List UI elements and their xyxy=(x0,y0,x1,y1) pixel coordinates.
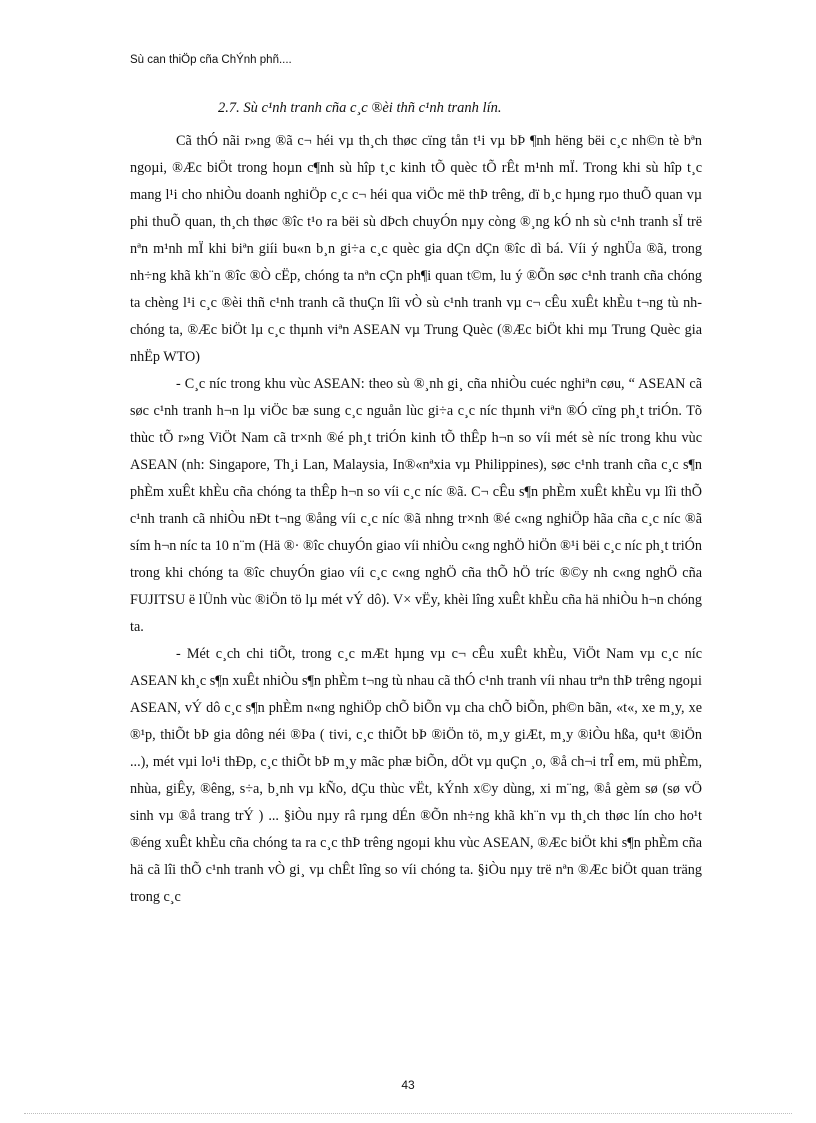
running-header: Sù can thiÖp cña ChÝnh phñ.... xyxy=(130,54,292,66)
paragraph-asean-competition: - C¸c níc trong khu vùc ASEAN: theo sù ®¸nh gi¸ cña nhiÒu cuéc nghiªn cøu, “ ASEAN cã søc c¹nh tranh h¬n lµ viÖc bæ sung c¸c nguån lùc gi÷a c¸c níc thµnh viªn ®Ó cïng ph¸t triÓn. Tõ thùc tÕ r»ng ViÖt Nam cã tr×nh ®é ph¸t triÓn kinh tÕ thÊp h¬n so víi mét sè níc trong khu vùc ASEAN (nh: Singapore, Th¸i Lan, Malaysia, In®«nªxia vµ Philippines), søc c¹nh tranh cña c¸c s¶n phÈm xuÊt khÈu cña chóng ta thÊp h¬n so víi c¸c níc ®ã. C¬ cÊu s¶n phÈm xuÊt khÈu vµ lîi thÕ c¹nh tranh cã nhiÒu nÐt t¬ng ®ång víi c¸c níc ®ã nhng tr×nh ®é c«ng nghiÖp hãa cña c¸c níc ®ã sím h¬n níc ta 10 n¨m (Hä ®· ®îc chuyÓn giao víi nhiÒu c«ng nghÖ hiÖn ®¹i bëi c¸c níc ph¸t triÓn trong khi chóng ta ®îc chuyÓn giao víi c¸c c«ng nghÖ cña thÕ hÖ tríc ®©y nh c«ng nghÖ cña FUJITSU ë lÜnh vùc ®iÖn tö lµ mét vÝ dô). V× vËy, khèi lîng xuÊt khÈu cña hä nhiÒu h¬n chóng ta. xyxy=(130,376,702,635)
page-bottom-divider xyxy=(24,1113,792,1114)
paragraph-intro: Cã thÓ nãi r»ng ®ã c¬ héi vµ th¸ch thøc cïng tån t¹i vµ bÞ ¶nh hëng bëi c¸c nh©n tè bªn ngoµi, ®Æc biÖt trong hoµn c¶nh sù hîp t¸c kinh tÕ quèc tÕ rÊt m¹nh mÏ. Trong khi sù hîp t¸c mang l¹i cho nhiÒu doanh nghiÖp c¸c c¬ héi qua viÖc më thÞ trêng, dï b¸c hµng rµo thuÕ quan vµ phi thuÕ quan, th¸ch thøc ®îc t¹o ra bëi sù dÞch chuyÓn nµy còng ®¸ng kÓ nh sù c¹nh tranh sÏ trë nªn m¹nh mÏ khi biªn giíi bu«n b¸n gi÷a c¸c quèc gia dÇn dÇn ®îc dì bá. Víi ý nghÜa ®ã, trong nh÷ng khã kh¨n ®îc ®Ò cËp, chóng ta nªn cÇn ph¶i quan t©m, lu ý ®Õn søc c¹nh tranh cña chóng ta chèng l¹i c¸c ®èi thñ c¹nh tranh cã thuÇn lîi vÒ sù c¹nh tranh vµ c¬ cÊu xuÊt khÈu t¬ng tù nh chóng ta, ®Æc biÖt lµ c¸c thµnh viªn ASEAN vµ Trung Quèc (®Æc biÖt khi mµ Trung Quèc gia nhËp WTO) xyxy=(130,133,702,365)
body-text xyxy=(130,128,702,911)
section-title: 2.7. Sù c¹nh tranh cña c¸c ®èi thñ c¹nh tranh lín. xyxy=(218,100,502,116)
page-number: 43 xyxy=(401,1078,415,1092)
paragraph-product-details: - Mét c¸ch chi tiÕt, trong c¸c mÆt hµng vµ c¬ cÊu xuÊt khÈu, ViÖt Nam vµ c¸c níc ASEAN kh¸c s¶n xuÊt nhiÒu s¶n phÈm t¬ng tù nhau cã thÓ c¹nh tranh víi nhau trªn thÞ trêng ngoµi ASEAN, vÝ dô c¸c s¶n phÈm n«ng nghiÖp chÕ biÕn vµ cha chÕ biÕn, ph©n bãn, «t«, xe m¸y, xe ®¹p, thiÕt bÞ gia dông néi ®Þa ( tivi, c¸c thiÕt bÞ ®iÖn tö, m¸y giÆt, m¸y ®iÒu hßa, qu¹t ®iÖn ...), mét vµi lo¹i thÐp, c¸c thiÕt bÞ m¸y mãc phæ biÕn, dÖt vµ quÇn ¸o, ®å ch¬i trÎ em, mü phÈm, nhùa, giÊy, ®êng, s÷a, b¸nh vµ kÑo, dÇu thùc vËt, kÝnh x©y dùng, xi m¨ng, ®å gèm sø (sø vÖ sinh vµ ®å trang trÝ ) ... §iÒu nµy râ rµng dÉn ®Õn nh÷ng khã kh¨n vµ th¸ch thøc lín cho ho¹t ®éng xuÊt khÈu cña chóng ta ra c¸c thÞ trêng ngoµi khu vùc ASEAN, ®Æc biÖt khi s¶n phÈm cña hä cã lîi thÕ c¹nh tranh vÒ gi¸ vµ chÊt lîng so víi chóng ta. §iÒu nµy trë nªn ®Æc biÖt quan träng trong c¸c xyxy=(130,646,702,905)
